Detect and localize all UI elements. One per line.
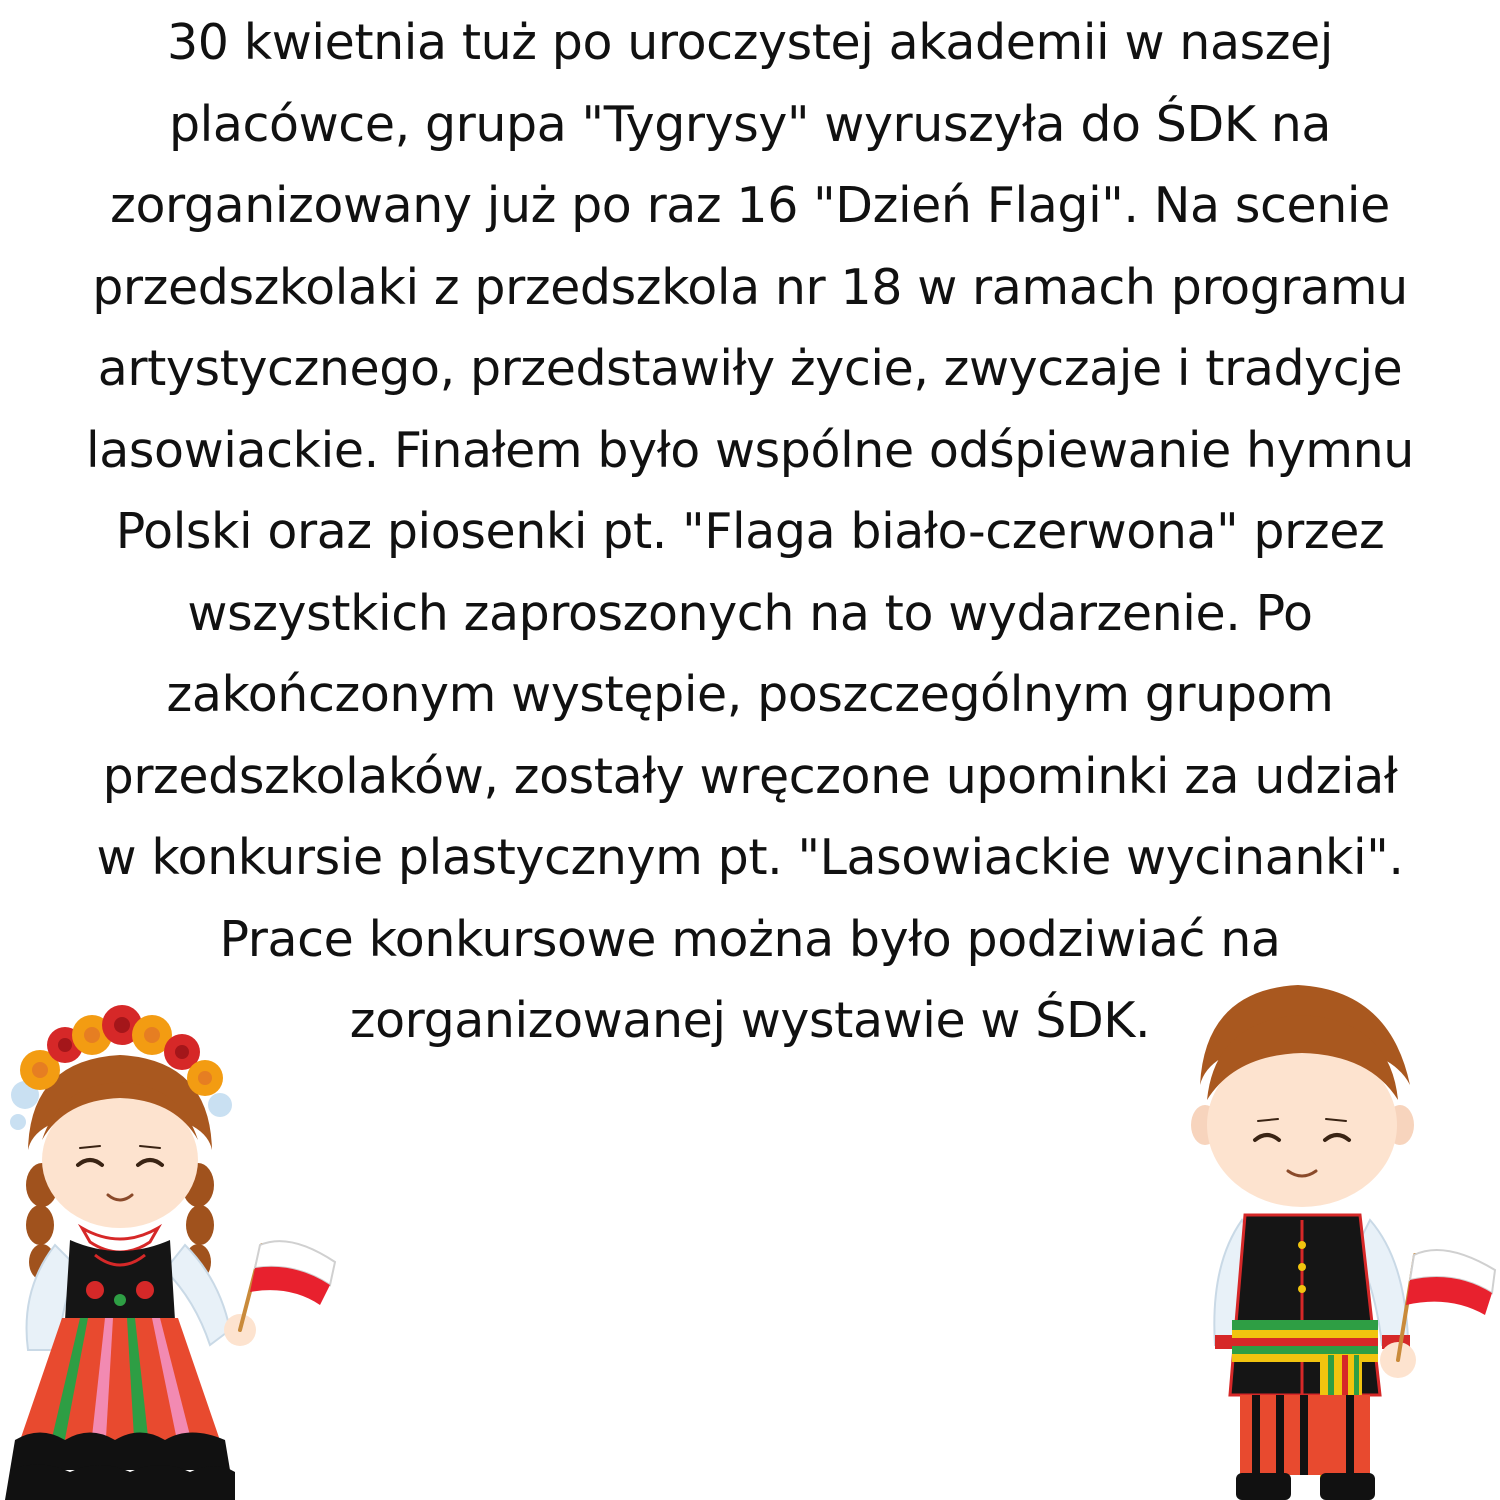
story-line: w konkursie plastycznym pt. "Lasowiackie wycinanki". bbox=[96, 829, 1404, 886]
story-line: Polski oraz piosenki pt. "Flaga biało-czerwona" przez bbox=[115, 503, 1385, 560]
story-line: 30 kwietnia tuż po uroczystej akademii w naszej bbox=[167, 14, 1333, 71]
story-line: wszystkich zaproszonych na to wydarzenie. Po bbox=[187, 584, 1313, 642]
vest bbox=[65, 1240, 175, 1320]
girl-folk-costume-illustration bbox=[0, 1000, 345, 1500]
story-line: placówce, grupa "Tygrysy" wyruszyła do ŚDK na bbox=[168, 95, 1332, 153]
story-line: Prace konkursowe można było podziwiać na bbox=[219, 910, 1281, 968]
story-line: artystycznego, przedstawiły życie, zwyczaje i tradycje bbox=[97, 340, 1403, 397]
story-line: zorganizowany już po raz 16 "Dzień Flagi". Na scenie bbox=[110, 177, 1390, 234]
striped-pants bbox=[1236, 1395, 1375, 1500]
story-line: zorganizowanej wystawie w ŚDK. bbox=[349, 992, 1151, 1049]
story-text bbox=[0, 2, 1500, 1062]
story-line: przedszkolaki z przedszkola nr 18 w ramach programu bbox=[92, 258, 1408, 316]
story-line: zakończonym występie, poszczególnym grupom bbox=[166, 666, 1334, 723]
boy-folk-costume-illustration bbox=[1170, 975, 1500, 1500]
story-line: przedszkolaków, zostały wręczone upominki za udział bbox=[102, 747, 1398, 805]
flag-icon bbox=[240, 1241, 335, 1330]
story-line: lasowiackie. Finałem było wspólne odśpiewanie hymnu bbox=[86, 421, 1414, 479]
flag-icon bbox=[1398, 1250, 1495, 1360]
